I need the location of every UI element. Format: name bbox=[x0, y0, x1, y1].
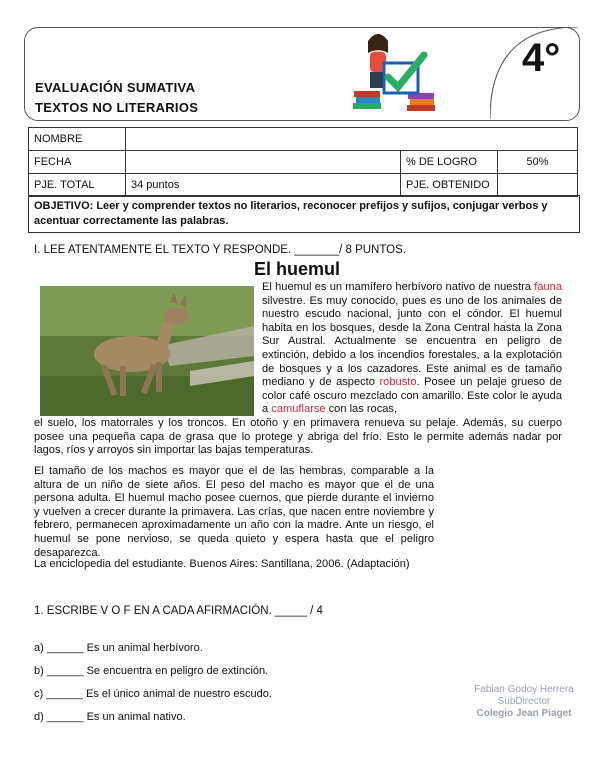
option-c[interactable]: c) ______ Es el único animal de nuestro escudo. bbox=[34, 688, 272, 700]
pje-obtenido-label: PJE. OBTENIDO bbox=[401, 174, 498, 197]
word-fauna: fauna bbox=[534, 281, 562, 293]
fecha-label: FECHA bbox=[29, 151, 126, 174]
article-paragraph-2: El tamaño de los machos es mayor que el de las hembras, comparable a la altura de un niño de siete años. El peso del macho es mayor que el de una persona adulta. El huemul macho posee cuernos, que pierde durante el invierno y vuelven a crecer durante la primavera. Las crías, que nacen entre noviembre y febrero, permanecen aproximadamente un año con la madre. Ante un riesgo, el huemul se pone nervioso, se queda quieto y espera hasta que el peligro desaparezca. bbox=[34, 465, 434, 559]
title-line-2: TEXTOS NO LITERARIOS bbox=[35, 100, 199, 115]
pje-obtenido-field[interactable] bbox=[498, 174, 578, 197]
article-title: El huemul bbox=[254, 259, 341, 279]
article-paragraph-1-cont bbox=[34, 417, 562, 458]
pje-total-label: PJE. TOTAL bbox=[29, 174, 126, 197]
word-camuflarse: camuflarse bbox=[271, 403, 326, 416]
nombre-label: NOMBRE bbox=[29, 128, 126, 151]
info-table bbox=[28, 127, 578, 197]
article-paragraph-1 bbox=[262, 281, 562, 417]
option-b[interactable]: b) ______ Se encuentra en peligro de extinción. bbox=[34, 665, 269, 677]
signature-stamp bbox=[468, 684, 580, 720]
p1-text-b: silvestre. Es muy conocido, pues es uno de los animales de nuestro escudo nacional, junto con el cóndor. El huemul habita en los bosques, desde la Zona Central hasta la Zona Sur Austral. Actualmente se encuentra en peligro de extinción, debido a los incendios forestales, a la explotación de bosques y a los cazadores. Este animal es de tamaño mediano y de aspecto bbox=[262, 294, 562, 389]
grade-label: 4° bbox=[522, 36, 561, 80]
p1-text-c: . Posee un pelaje grueso de color café oscuro mezclado con amarillo. Este color le ayuda a bbox=[262, 376, 562, 416]
signature-school: Colegio Jean Piaget bbox=[476, 708, 572, 719]
page-title bbox=[35, 78, 198, 118]
nombre-field[interactable] bbox=[126, 128, 578, 151]
question-1-heading: 1. ESCRIBE V O F EN A CADA AFIRMACIÓN. _____ / 4 bbox=[34, 605, 323, 617]
signature-name: Fabian Godoy Herrera bbox=[474, 684, 574, 695]
signature-role: SubDirector bbox=[497, 696, 551, 707]
fecha-field[interactable] bbox=[126, 151, 401, 174]
objetivo: OBJETIVO: Leer y comprender textos no literarios, reconocer prefijos y sufijos, conjugar verbos y acentuar correctamente las palabras. bbox=[28, 195, 580, 233]
logro-label: % DE LOGRO bbox=[401, 151, 498, 174]
word-robusto: robusto bbox=[379, 376, 417, 389]
p1-text-d-tail: el suelo, los matorrales y los troncos. En otoño y en primavera renueva su pelaje. Además, su cuerpo posee una pequeña capa de grasa que lo protege y abriga del frío. Esto le permite además nadar por lagos, ríos y arroyos sin importar las bajas temperaturas. bbox=[34, 417, 562, 457]
logro-value: 50% bbox=[498, 151, 578, 174]
option-d[interactable]: d) ______ Es un animal nativo. bbox=[34, 711, 186, 723]
option-a[interactable]: a) ______ Es un animal herbívoro. bbox=[34, 642, 203, 654]
p1-text-d-head: con las rocas, bbox=[325, 403, 398, 416]
title-line-1: EVALUACIÓN SUMATIVA bbox=[35, 80, 196, 95]
huemul-photo bbox=[40, 286, 254, 416]
teacher-checkmark-icon bbox=[350, 27, 440, 117]
pje-total-value: 34 puntos bbox=[126, 174, 401, 197]
section-1-heading: I. LEE ATENTAMENTE EL TEXTO Y RESPONDE. _______/ 8 PUNTOS. bbox=[34, 244, 406, 256]
p1-text-a: El huemul es un mamífero herbívoro nativo de nuestra bbox=[262, 281, 535, 293]
article-source: La enciclopedia del estudiante. Buenos Aires: Santillana, 2006. (Adaptación) bbox=[34, 558, 410, 570]
